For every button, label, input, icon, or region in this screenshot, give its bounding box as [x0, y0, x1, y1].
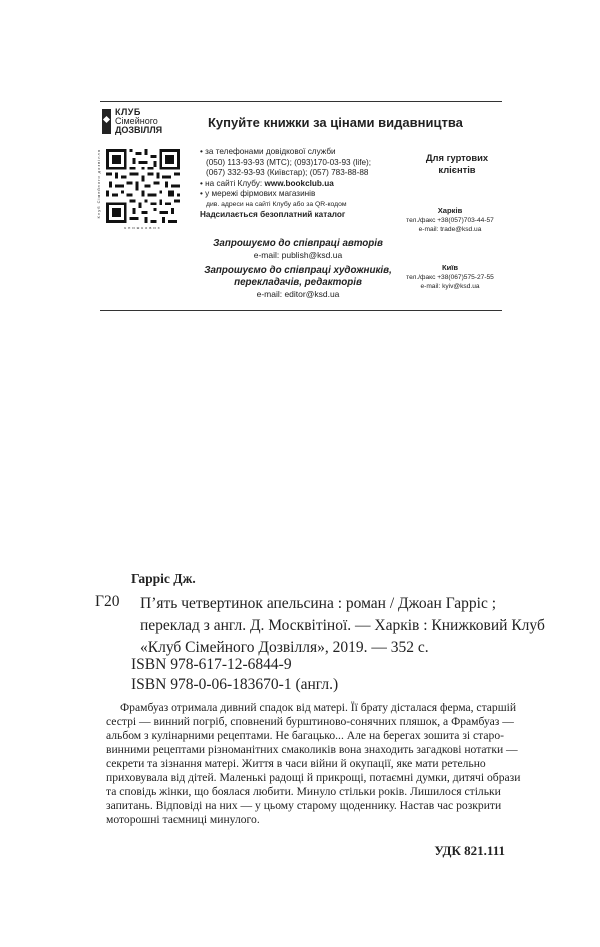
ad-title: Купуйте книжки за цінами видавництва	[208, 115, 463, 130]
isbn-english: ISBN 978-0-06-183670-1 (англ.)	[131, 676, 339, 693]
biblio-line: П’ять четвертинок апельсина : роман / Джоан Гарріс ;	[140, 595, 497, 612]
annotation-line: винними рецептами різноманітних смаколиків вона знаходить загадкові нотатки —	[106, 743, 518, 756]
wholesale-line-1: Для гуртових	[425, 152, 489, 163]
wholesale-heading	[412, 152, 502, 176]
site-prefix: • на сайті Клубу:	[200, 178, 265, 188]
annotation-line: приховувала від дітей. Маленькі радощі й прикрощі, потаємні думки, дитячі образи	[106, 771, 521, 784]
logo-line-3: ДОЗВІЛЛЯ	[115, 125, 163, 135]
site-link[interactable]: www.bookclub.ua	[264, 178, 334, 188]
annotation-line: альбом з кулінарними рецептами. Не багацько... Але на берегах зошита зі старо-	[106, 729, 504, 742]
kyiv-name: Київ	[441, 263, 459, 272]
site-line	[200, 179, 400, 190]
kyiv-contacts	[400, 263, 500, 291]
publisher-ad-box	[96, 101, 502, 311]
qr-code-icon[interactable]	[106, 149, 180, 223]
annotation-line: Фрамбуаз отримала дивний спадок від матері. Її брату дісталася ферма, старшій	[120, 701, 517, 714]
annotation-line: секрети та зізнання матері. Життя в часи війни й окупації, яке мати ретельно	[106, 757, 486, 770]
kharkiv-email[interactable]: e-mail: trade@ksd.ua	[418, 226, 482, 233]
shops-note: див. адреси на сайті Клубу або за QR-кодом	[206, 200, 347, 208]
card-author: Гарріс Дж.	[131, 571, 196, 586]
logo-line-2: Сімейного	[115, 116, 158, 126]
artists-invite	[184, 265, 412, 299]
kharkiv-phone: тел./факс +38(057)703-44-57	[406, 217, 494, 224]
biblio-line: «Клуб Сімейного Дозвілля», 2019. — 352 с.	[140, 639, 429, 656]
annotation-line: сестрі — винний погріб, сповнений бурштиново-сонячних пляшок, а Фрамбуаз —	[106, 715, 514, 728]
authors-email[interactable]: e-mail: publish@ksd.ua	[253, 250, 343, 260]
ad-header	[100, 102, 502, 142]
phone-line-2: (067) 332-93-93 (Київстар); (057) 783-88-88	[206, 168, 369, 177]
bibliographic-description	[140, 593, 545, 659]
wholesale-line-2: клієнтів	[438, 164, 476, 175]
annotation-line: та сповідь жінки, що боялася любити. Минуло стільки років. Лишилося стільки	[106, 785, 501, 798]
annotation	[106, 701, 521, 827]
authors-invite-heading: Запрошуємо до співпраці авторів	[213, 238, 383, 249]
qr-side-text: Клуб Сімейного дозвілля	[96, 149, 101, 219]
kyiv-phone: тел./факс +38(067)575-27-55	[406, 274, 494, 281]
kharkiv-contacts	[400, 206, 500, 234]
annotation-line: моторошні таємниці минулого.	[106, 813, 260, 826]
kharkiv-name: Харків	[437, 206, 463, 215]
isbn-ukrainian: ISBN 978-617-12-6844-9	[131, 656, 292, 673]
phone-line-1: (050) 113-93-93 (МТС); (093)170-03-93 (life);	[206, 157, 372, 167]
club-logo	[102, 108, 172, 138]
artists-invite-heading-2: перекладачів, редакторів	[234, 277, 362, 288]
annotation-line: запитань. Відповіді на них — у цьому старому щоденнику. Настав час розкрити	[106, 799, 502, 812]
udk-code: УДК 821.111	[434, 843, 505, 858]
classification-code: Г20	[95, 593, 120, 610]
contact-info	[200, 147, 400, 221]
editors-email[interactable]: e-mail: editor@ksd.ua	[256, 289, 340, 299]
qr-bottom-text: книжкових	[124, 225, 162, 230]
free-catalog-note: Надсилається безоплатний каталог	[200, 210, 346, 219]
artists-invite-heading-1: Запрошуємо до співпраці художників,	[204, 265, 392, 276]
logo-line-1: КЛУБ	[115, 107, 141, 117]
biblio-line: переклад з англ. Д. Москвітіної. — Харків : Книжковий Клуб	[140, 617, 545, 634]
authors-invite	[184, 238, 412, 260]
phone-intro: • за телефонами довідкової служби	[200, 147, 336, 156]
book-logo-icon	[102, 109, 111, 134]
kyiv-email[interactable]: e-mail: kyiv@ksd.ua	[420, 283, 480, 290]
shops-line: • у мережі фірмових магазинів	[200, 189, 316, 198]
